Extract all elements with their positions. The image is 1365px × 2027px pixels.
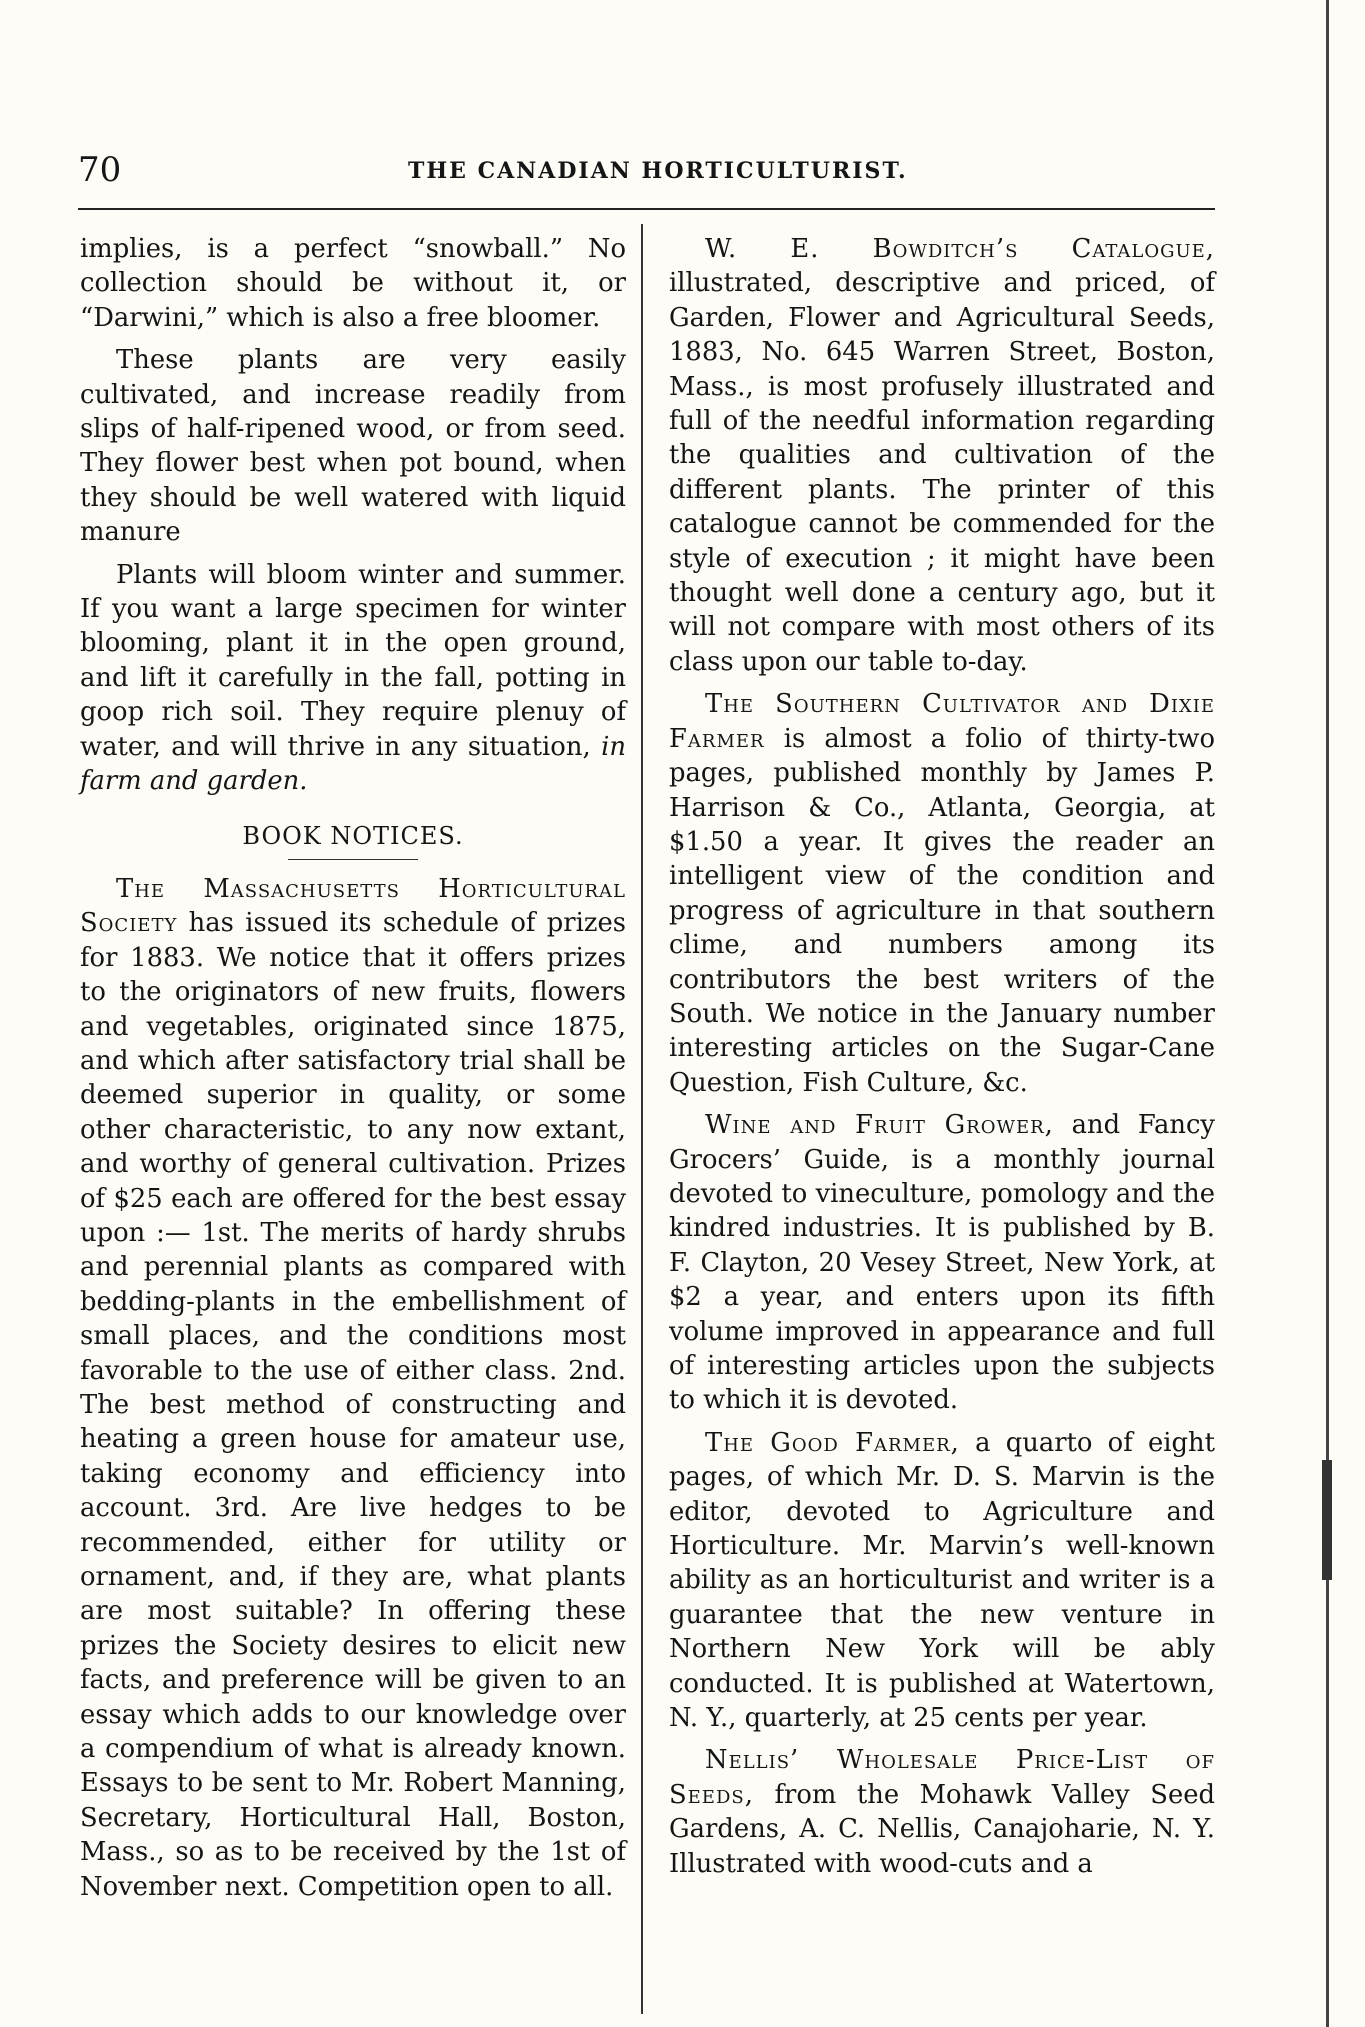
notice-southern-cultivator-body: is almost a folio of thirty-two pages, published monthly by James P. Harrison & Co., Atlanta, Georgia, at $1.50 a year. It gives the reader an intelligent view of the condition and progress of agriculture in that southern clime, and numbers among its contributors the best writers of the South. We notice in the January number interesting articles on the Sugar-Cane Question, Fish Culture, &c. — [669, 723, 1215, 1098]
notice-massachusetts-lead: The Massachusetts Horticultural Society — [80, 873, 626, 939]
notice-massachusetts — [80, 872, 626, 1904]
column-divider — [641, 224, 643, 2014]
paragraph-blooming — [80, 558, 626, 799]
page-edge-mark — [1322, 1460, 1332, 1580]
notice-bowditch-lead: W. E. Bowditch’s Catalogue, — [705, 234, 1215, 264]
heading-rule — [288, 859, 418, 860]
notice-nellis-lead: Nellis’ Wholesale Price-List of Seeds, — [669, 1745, 1215, 1810]
page-edge-line — [1326, 0, 1329, 2027]
paragraph-continued: implies, is a perfect “snowball.” No collection should be without it, or “Darwini,” which is also a free bloomer. — [80, 234, 626, 333]
notice-nellis-body: from the Mohawk Valley Seed Gardens, A. C. Nellis, Canajoharie, N. Y. Illustrated with wood-cuts and a — [669, 1779, 1215, 1879]
notice-good-farmer — [669, 1426, 1215, 1736]
header-rule — [78, 208, 1215, 210]
right-column — [669, 232, 1215, 1889]
section-heading: BOOK NOTICES. — [242, 821, 464, 850]
notice-southern-cultivator — [669, 687, 1215, 1100]
notice-wine-fruit-grower-lead: Wine and Fruit Grower, — [705, 1110, 1054, 1141]
notice-wine-fruit-grower-body: and Fancy Grocers’ Guide, is a monthly journal devoted to vineculture, pomology and the kindred industries. It is published by B. F. Clayton, 20 Vesey Street, New York, at $2 a year, and enters upon its fifth volume improved in appearance and full of interesting articles upon the subjects to which it is devoted. — [669, 1110, 1215, 1416]
notice-good-farmer-body: a quarto of eight pages, of which Mr. D. S. Marvin is the editor, devoted to Agriculture and Horticulture. Mr. Marvin’s well-known ability as an horticulturist and writer is a guarantee that the new venture in Northern New York will be ably conducted. It is published at Watertown, N. Y., quarterly, at 25 cents per year. — [669, 1427, 1215, 1734]
paragraph-cultivation: These plants are very easily cultivated, and increase readily from slips of half-ripened wood, or from seed. They flower best when pot bound, when they should be well watered with liquid manure — [80, 345, 626, 548]
notice-massachusetts-body: has issued its schedule of prizes for 1883. We notice that it offers prizes to the originators of new fruits, flowers and vegetables, originated since 1875, and which after satisfactory trial shall be deemed superior in quality, or some other characteristic, to any now extant, and worthy of general cultivation. Prizes of $25 each are offered for the best essay upon :— 1st. The merits of hardy shrubs and perennial plants as compared with bedding-plants in the embellishment of small places, and the conditions most favorable to the use of either class. 2nd. The best method of constructing and heating a green house for amateur use, taking economy and efficiency into account. 3rd. Are live hedges to be recommended, either for utility or ornament, and, if they are, what plants are most suitable? In offering these prizes the Society desires to elicit new facts, and preference will be given to an essay which adds to our knowledge over a compendium of what is already known. Essays to be sent to Mr. Robert Manning, Secretary, Horticultural Hall, Boston, Mass., so as to be received by the 1st of November next. Competition open to all. — [80, 908, 626, 1902]
notice-southern-cultivator-lead: The Southern Cultivator and Dixie Farmer — [669, 689, 1215, 754]
notice-wine-fruit-grower — [669, 1108, 1215, 1418]
notice-good-farmer-lead: The Good Farmer, — [705, 1427, 960, 1458]
paragraph-blooming-italic: in farm and garden. — [80, 731, 626, 797]
journal-title: THE CANADIAN HORTICULTURIST. — [408, 158, 908, 184]
notice-nellis — [669, 1743, 1215, 1881]
page-number: 70 — [78, 150, 122, 190]
left-column — [80, 232, 626, 1912]
running-header — [78, 150, 1213, 194]
paragraph-blooming-text: Plants will bloom winter and summer. If you want a large specimen for winter blooming, plant it in the open ground, and lift it carefully in the fall, potting in goop rich soil. They require plenuy of water, and will thrive in any situation, — [80, 559, 626, 762]
notice-bowditch-body: illustrated, descriptive and priced, of Garden, Flower and Agricultural Seeds, 1883, No. 645 Warren Street, Boston, Mass., is most profusely illustrated and full of the needful information regarding the qualities and cultivation of the different plants. The printer of this catalogue cannot be commended for the style of execution ; it might have been thought well done a century ago, but it will not compare with most others of its class upon our table to-day. — [669, 268, 1215, 677]
notice-bowditch — [669, 232, 1215, 679]
